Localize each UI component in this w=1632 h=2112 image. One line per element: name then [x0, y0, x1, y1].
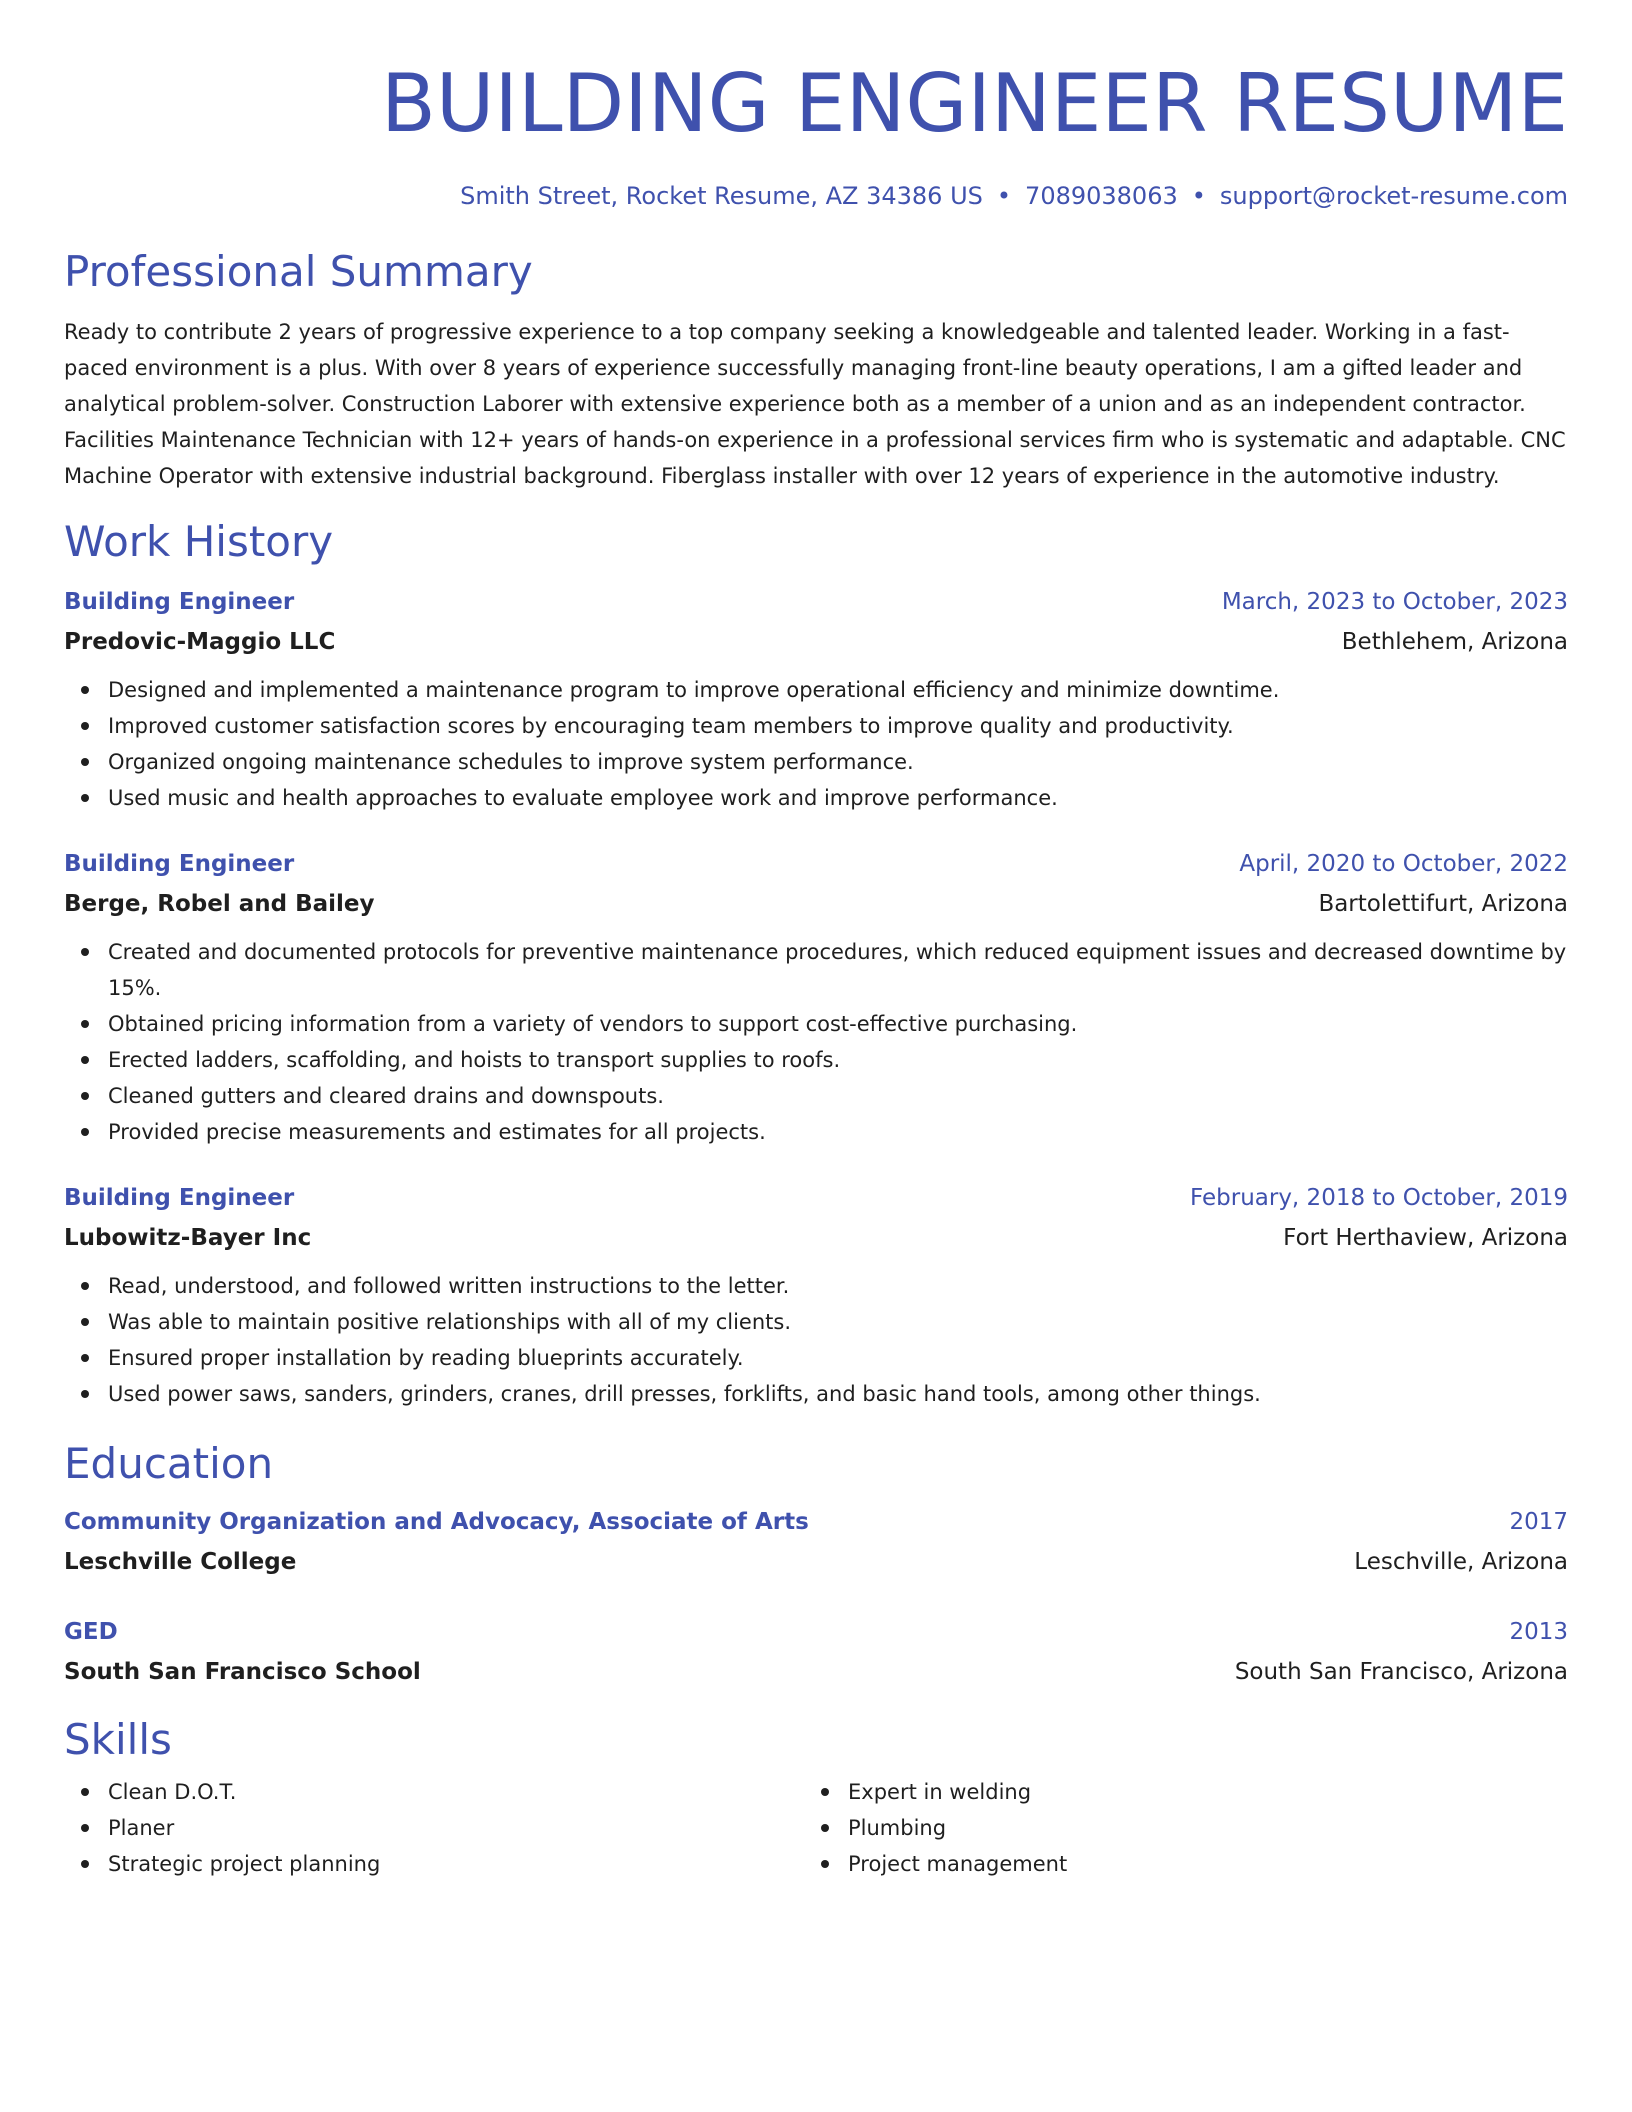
skill-item: Strategic project planning	[108, 1846, 804, 1882]
skill-item: Clean D.O.T.	[108, 1774, 804, 1810]
list-item: Read, understood, and followed written instructions to the letter.	[108, 1268, 1568, 1304]
contact-line	[64, 180, 1568, 212]
job-dates: March, 2023 to October, 2023	[1221, 589, 1568, 615]
skills-bullets	[64, 1774, 804, 1882]
education-degree: GED	[64, 1619, 118, 1645]
list-item: Was able to maintain positive relationships with all of my clients.	[108, 1304, 1568, 1340]
education-entry	[64, 1612, 1568, 1692]
contact-phone: 7089038063	[1025, 182, 1178, 210]
job-company: Predovic-Maggio LLC	[64, 629, 336, 655]
list-item: Used music and health approaches to evaluate employee work and improve performance.	[108, 780, 1568, 816]
skills-bullets	[804, 1774, 1544, 1882]
list-item: Obtained pricing information from a variety of vendors to support cost-effective purchasing.	[108, 1006, 1568, 1042]
job-location: Fort Herthaview, Arizona	[1283, 1225, 1568, 1251]
job-location: Bethlehem, Arizona	[1341, 629, 1568, 655]
list-item: Ensured proper installation by reading blueprints accurately.	[108, 1340, 1568, 1376]
contact-address: Smith Street, Rocket Resume, AZ 34386 US	[460, 182, 983, 210]
education-degree: Community Organization and Advocacy, Associate of Arts	[64, 1509, 809, 1535]
list-item: Used power saws, sanders, grinders, cranes, drill presses, forklifts, and basic hand tools, among other things.	[108, 1376, 1568, 1412]
contact-separator: •	[996, 182, 1012, 210]
job-dates: February, 2018 to October, 2019	[1190, 1185, 1568, 1211]
education-location: South San Francisco, Arizona	[1234, 1659, 1568, 1685]
skill-item: Project management	[848, 1846, 1544, 1882]
list-item: Created and documented protocols for preventive maintenance procedures, which reduced equipment issues and decreased downtime by 15%.	[108, 934, 1568, 1006]
list-item: Provided precise measurements and estimates for all projects.	[108, 1114, 1568, 1150]
job-dates: April, 2020 to October, 2022	[1239, 851, 1568, 877]
job-entry	[64, 1178, 1568, 1412]
education-year: 2017	[1509, 1509, 1568, 1535]
skill-item: Planer	[108, 1810, 804, 1846]
job-bullets	[64, 1268, 1568, 1412]
job-role: Building Engineer	[64, 1185, 295, 1211]
resume-page	[64, 0, 1568, 1882]
skills-column-right	[804, 1774, 1544, 1882]
resume-title: BUILDING ENGINEER RESUME	[380, 57, 1568, 150]
job-entry	[64, 844, 1568, 1150]
contact-separator: •	[1191, 182, 1206, 210]
education-location: Leschville, Arizona	[1354, 1549, 1568, 1575]
skill-item: Expert in welding	[848, 1774, 1544, 1810]
skills-column-left	[64, 1774, 804, 1882]
job-bullets	[64, 934, 1568, 1150]
work-history-heading: Work History	[64, 517, 334, 566]
education-heading: Education	[64, 1439, 274, 1488]
contact-email: support@rocket-resume.com	[1219, 182, 1568, 210]
list-item: Erected ladders, scaffolding, and hoists to transport supplies to roofs.	[108, 1042, 1568, 1078]
list-item: Improved customer satisfaction scores by encouraging team members to improve quality and productivity.	[108, 708, 1568, 744]
education-school: South San Francisco School	[64, 1659, 421, 1685]
list-item: Designed and implemented a maintenance program to improve operational efficiency and minimize downtime.	[108, 672, 1568, 708]
job-company: Berge, Robel and Bailey	[64, 891, 375, 917]
list-item: Organized ongoing maintenance schedules to improve system performance.	[108, 744, 1568, 780]
education-entry	[64, 1502, 1568, 1582]
skills-heading: Skills	[64, 1715, 172, 1764]
education-year: 2013	[1509, 1619, 1568, 1645]
job-role: Building Engineer	[64, 589, 295, 615]
summary-heading: Professional Summary	[64, 247, 533, 296]
job-role: Building Engineer	[64, 851, 295, 877]
job-location: Bartolettifurt, Arizona	[1318, 891, 1568, 917]
job-company: Lubowitz-Bayer Inc	[64, 1225, 312, 1251]
education-school: Leschville College	[64, 1549, 297, 1575]
skill-item: Plumbing	[848, 1810, 1544, 1846]
summary-text: Ready to contribute 2 years of progressive experience to a top company seeking a knowledgeable and talented leader. Working in a fast-paced environment is a plus. With over 8 years of experience successfully managing front-line beauty operations, I am a gifted leader and analytical problem-solver. Construction Laborer with extensive experience both as a member of a union and as an independent contractor. Facilities Maintenance Technician with 12+ years of hands-on experience in a professional services firm who is systematic and adaptable. CNC Machine Operator with extensive industrial background. Fiberglass installer with over 12 years of experience in the automotive industry.	[64, 320, 1566, 488]
skills-list	[64, 1774, 1568, 1882]
job-entry	[64, 582, 1568, 816]
job-bullets	[64, 672, 1568, 816]
list-item: Cleaned gutters and cleared drains and downspouts.	[108, 1078, 1568, 1114]
